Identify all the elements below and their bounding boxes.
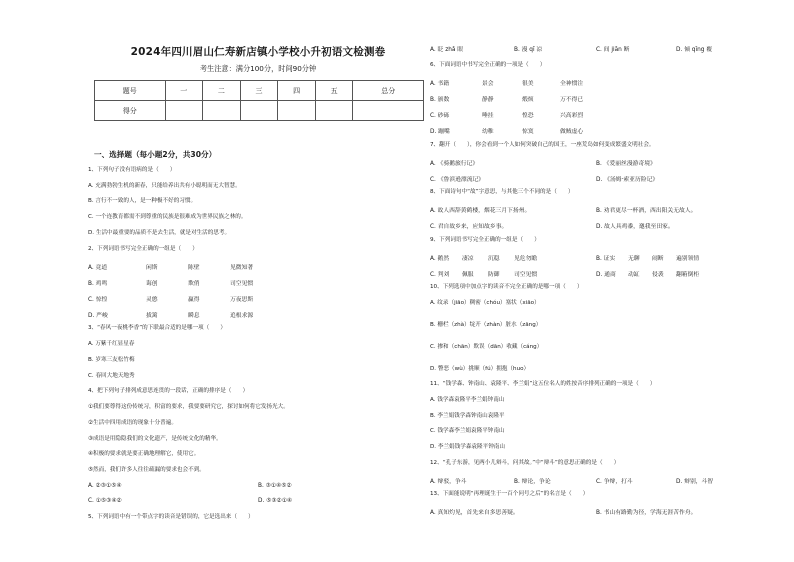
option-word: 静静 xyxy=(482,97,494,103)
option-word: 见危勿瞻 xyxy=(514,256,538,262)
score-header-cell: 四 xyxy=(278,81,316,101)
question-2-row-c xyxy=(88,294,418,302)
question-11-option-b: B. 李兰娟钱学森钟南山袁隆平 xyxy=(430,413,505,419)
question-6-stem: 6、下面词语中书写完全正确的一项是（ ） xyxy=(430,62,546,68)
question-6-row-d xyxy=(430,126,760,134)
option-word: 追根求源 xyxy=(230,313,254,319)
question-1-option-d: D. 生活中最重要的品质不是去生活，就是对生活的思考。 xyxy=(88,230,231,236)
answer-option: B. ③①④⑤② xyxy=(258,483,292,489)
score-blank-cell[interactable] xyxy=(240,101,278,121)
option-word: 惶恐 xyxy=(522,113,534,119)
option: D. 倾 qīng 覆 xyxy=(676,47,713,53)
question-6-row-b xyxy=(430,94,760,102)
question-3-stem: 3、“春风一夜桃李香”的下联最合适的是哪一项（ ） xyxy=(88,325,227,331)
option-word: 见微知著 xyxy=(230,265,254,271)
option-word: 佩服 xyxy=(462,272,474,278)
option-word: 动缸 xyxy=(628,272,640,278)
option-word: 万夜思斯 xyxy=(230,297,254,303)
question-7-options-row-1 xyxy=(430,158,770,166)
option: A. 《骑鹅旅行记》 xyxy=(430,161,479,167)
option: B. 劝君更尽一杯酒，西出阳关无故人。 xyxy=(596,208,697,214)
option-word: 司空见惯 xyxy=(514,272,538,278)
score-blank-cell[interactable] xyxy=(203,101,241,121)
option-word: A. 竟道 xyxy=(88,265,108,271)
option-word: 沉稳 xyxy=(488,256,500,262)
question-10-option-a: A. 纹录（jiāo）稠密（chóu）塞状（xiāo） xyxy=(430,300,540,306)
option: C. 争辩，打斗 xyxy=(596,479,633,485)
option-word: D. 严峻 xyxy=(88,313,108,319)
question-1-stem: 1、下列句子没有语病的是（ ） xyxy=(88,167,176,173)
option-word: 很美 xyxy=(522,81,534,87)
option: B. 漫 qī 凉 xyxy=(514,47,543,53)
question-4-stem: 4、把下列句子排列成意思连贯的一段话，正确的排序是（ ） xyxy=(88,388,249,394)
question-1-option-c: C. 一个连教育都需不到尊重的民族是很难成为世界民族之林的。 xyxy=(88,214,247,220)
question-3-option-c: C. 春回大地天地秀 xyxy=(88,373,135,379)
option-word: 幼稚 xyxy=(482,129,494,135)
option-word: 闹断 xyxy=(652,256,664,262)
answer-option: A. ②③①⑤④ xyxy=(88,483,122,489)
option-word: 做贼虚心 xyxy=(560,129,584,135)
question-11-option-c: C. 钱学森李兰娟袁隆平钟南山 xyxy=(430,428,505,434)
option-word: 凄凉 xyxy=(462,256,474,262)
option-word: 景会 xyxy=(482,81,494,87)
question-4-item: ④积极的要求就是要正确地理解它，使用它。 xyxy=(88,451,200,457)
option-word: 防御 xyxy=(488,272,500,278)
question-8-options-row-1 xyxy=(430,205,770,213)
option: C. 《鲁滨逊漂流记》 xyxy=(430,177,485,183)
question-4-item: ③成语是用隐隐我们的文化遗产，是传统文化的精华。 xyxy=(88,436,222,442)
option-word: B. 证实 xyxy=(596,256,616,262)
option-word: C. 砂砾 xyxy=(430,113,450,119)
option-word: 闲斯 xyxy=(146,265,158,271)
option-word: 唾挂 xyxy=(482,113,494,119)
option-word: B. 鸡鸣 xyxy=(88,281,108,287)
option-word: 万不得已 xyxy=(560,97,584,103)
score-header-cell: 五 xyxy=(315,81,353,101)
question-1-option-a: A. 充满勃勃生机的新春，只能给养出共有小聪明而无大智慧。 xyxy=(88,183,241,189)
question-9-row-1 xyxy=(430,253,760,261)
question-5-stem: 5、下列词语中有一个带点字的读音是错误的，它是选出来（ ） xyxy=(88,514,254,520)
question-4-item: ②生活中四用成语的现象十分普遍。 xyxy=(88,420,177,426)
score-blank-cell[interactable] xyxy=(315,101,353,121)
question-8-stem: 8、下面诗句中“故”字意思，与其他三个不同的是（ ） xyxy=(430,189,574,195)
question-4-answers-row-2 xyxy=(88,498,428,506)
option: B. 书山有路勤为径，学海无涯苦作舟。 xyxy=(596,510,697,516)
option: D. 《汤姆·索亚历险记》 xyxy=(596,177,659,183)
option: C. 君自故乡来，应知故乡事。 xyxy=(430,224,508,230)
score-table-score-row xyxy=(95,101,424,121)
question-2-row-a xyxy=(88,262,418,270)
question-5-options xyxy=(430,44,760,52)
question-13-stem: 13、下面能说明“再理诞生于一百个问号之后”的名言是（ ） xyxy=(430,491,589,497)
question-3-option-a: A. 万紫千红显星春 xyxy=(88,341,135,347)
question-10-option-d: D. 瞥恶（wù）挑顺（fú）拥抱（huo） xyxy=(430,366,530,372)
option-word: A. 书籍 xyxy=(430,81,450,87)
question-7-stem: 7、翻开（ ），你会看到一个人如何突破自己的国王，一座荒岛如何变成繁盛文明社会。 xyxy=(430,142,655,148)
option-word: 侵袭 xyxy=(652,272,664,278)
question-6-row-c xyxy=(430,110,760,118)
question-2-stem: 2、下列词语书写完全正确的一组是（ ） xyxy=(88,246,198,252)
question-10-option-c: C. 掺和（chān）欺误（dān）收藏（cáng） xyxy=(430,344,543,350)
score-header-cell: 题号 xyxy=(95,81,166,101)
question-11-stem: 11、“钱学森、钟南山、袁隆平、李兰娟”这五位名人的姓按音序排列正确的一项是（ ） xyxy=(430,381,656,387)
option: A. 辩驳，争斗 xyxy=(430,479,467,485)
question-9-row-2 xyxy=(430,269,760,277)
option-word: C. 惊惶 xyxy=(88,297,108,303)
question-2-row-b xyxy=(88,278,418,286)
section-1-title: 一、选择题（每小题2分，共30分） xyxy=(94,150,217,159)
option-word: 翻箱倒柜 xyxy=(676,272,700,278)
option-word: 司空见惯 xyxy=(230,281,254,287)
answer-option: C. ①⑤③④② xyxy=(88,498,122,504)
question-11-option-d: D. 李兰娟钱学森袁隆平钟南山 xyxy=(430,444,505,450)
question-11-option-a: A. 钱学森袁隆平李兰娟钟南山 xyxy=(430,397,505,403)
question-10-stem: 10、下列选项中加点字的读音不完全正确的是哪一项（ ） xyxy=(430,284,583,290)
option: D. 故人具鸡黍，邀我至田家。 xyxy=(596,224,674,230)
question-3-option-b: B. 岁寒三友松竹梅 xyxy=(88,357,135,363)
option-word: 全神惯注 xyxy=(560,81,584,87)
question-4-item: ①我们要尊得这份传统习，积富的要求，我要要研究它，探讨如何将它发扬光大。 xyxy=(88,404,289,410)
option-word: 拔篱 xyxy=(146,313,158,319)
question-12-stem: 12、“孔子东游，见两小儿辩斗，问其故。”中“辩斗”的意思正确的是（ ） xyxy=(430,460,620,466)
option: B. 辩论，争论 xyxy=(514,479,551,485)
option: A. 故人西辞黄鹤楼，烟花三月下扬州。 xyxy=(430,208,531,214)
question-1-option-b: B. 言行不一致的人，是一种极不好的习惯。 xyxy=(88,198,197,204)
answer-option: D. ⑤③②①④ xyxy=(258,498,293,504)
question-9-stem: 9、下列词语书写完全正确的一组是（ ） xyxy=(430,237,540,243)
option-word: 赢得 xyxy=(188,297,200,303)
option-word: B. 颁数 xyxy=(430,97,450,103)
score-table xyxy=(94,80,424,121)
score-header-cell: 三 xyxy=(240,81,278,101)
option-word: 灵憨 xyxy=(146,297,158,303)
question-2-row-d xyxy=(88,310,418,318)
question-7-options-row-2 xyxy=(430,174,770,182)
question-4-answers-row-1 xyxy=(88,483,428,491)
option-word: D. 蹦嘴 xyxy=(430,129,450,135)
option-word: 无聊 xyxy=(628,256,640,262)
question-4-item: ⑤然而，我们许多人往往疏漏的要求也会不到。 xyxy=(88,467,205,473)
option-word: C. 判刘 xyxy=(430,272,450,278)
score-header-cell: 二 xyxy=(203,81,241,101)
score-header-cell: 总分 xyxy=(353,81,424,101)
option-word: D. 通商 xyxy=(596,272,616,278)
question-12-options xyxy=(430,476,760,484)
option-word: 瞬息 xyxy=(188,313,200,319)
option-word: 陈壁 xyxy=(188,265,200,271)
option-word: 惊寞 xyxy=(522,129,534,135)
option-word: 兴高彩烈 xyxy=(560,113,584,119)
option: A. 真知灼见，首先来自多思善疑。 xyxy=(430,510,519,516)
score-table-header-row xyxy=(95,81,424,101)
score-blank-cell[interactable] xyxy=(278,101,316,121)
exam-notice: 考生注意：满分100分，时间90分钟 xyxy=(199,64,317,73)
score-blank-cell[interactable] xyxy=(165,101,203,121)
score-row-label: 得分 xyxy=(95,101,166,121)
question-6-row-a xyxy=(430,78,760,86)
exam-title: 2024年四川眉山仁寿新店镇小学校小升初语文检测卷 xyxy=(130,46,386,58)
option-word: 欺俏 xyxy=(188,281,200,287)
option: B. 《爱丽丝漫游奇境》 xyxy=(596,161,656,167)
question-8-options-row-2 xyxy=(430,221,770,229)
question-10-option-b: B. 栅栏（zhà）绽开（zhàn）脏水（zāng） xyxy=(430,322,542,328)
option: A. 眨 zhǎ 眼 xyxy=(430,47,464,53)
option: C. 间 jiān 断 xyxy=(596,47,630,53)
score-blank-cell[interactable] xyxy=(353,101,424,121)
option-word: 煅烦 xyxy=(522,97,534,103)
option-word: 诲创 xyxy=(146,281,158,287)
option-word: 遍别领情 xyxy=(676,256,700,262)
question-13-options xyxy=(430,507,770,515)
score-header-cell: 一 xyxy=(165,81,203,101)
option: D. 辩别，斗智 xyxy=(676,479,714,485)
option-word: A. 鹅然 xyxy=(430,256,450,262)
